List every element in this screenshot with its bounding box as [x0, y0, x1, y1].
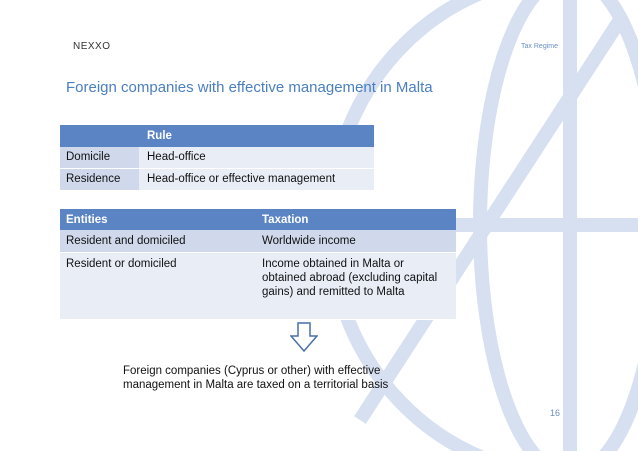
table-row — [60, 253, 456, 320]
table-header-row — [60, 209, 456, 230]
slide-title: Foreign companies with effective management in Malta — [66, 79, 433, 96]
conclusion-text: Foreign companies (Cyprus or other) with effective management in Malta are taxed on a territorial basis — [123, 365, 389, 391]
table-row — [60, 147, 374, 169]
down-arrow-icon — [290, 322, 318, 352]
table-header-cell — [60, 125, 139, 147]
table-row — [60, 230, 456, 253]
table-cell: Domicile — [60, 147, 139, 169]
table-cell: Head-office or effective management — [139, 169, 374, 191]
page-number: 16 — [550, 408, 561, 418]
table-header-cell: Rule — [139, 125, 374, 147]
section-tag: Tax Regime — [521, 43, 558, 50]
rule-table — [60, 125, 374, 191]
table-cell: Income obtained in Malta or obtained abroad (excluding capital gains) and remitted to Malta — [254, 253, 456, 320]
taxation-table — [60, 209, 456, 320]
table-header-cell: Taxation — [254, 209, 456, 230]
table-cell: Resident or domiciled — [60, 253, 254, 320]
table-cell: Head-office — [139, 147, 374, 169]
table-row — [60, 169, 374, 191]
table-header-cell: Entities — [60, 209, 254, 230]
table-cell: Resident and domiciled — [60, 230, 254, 253]
table-cell: Residence — [60, 169, 139, 191]
company-logo: NEXXO — [73, 41, 111, 52]
table-header-row — [60, 125, 374, 147]
table-cell: Worldwide income — [254, 230, 456, 253]
